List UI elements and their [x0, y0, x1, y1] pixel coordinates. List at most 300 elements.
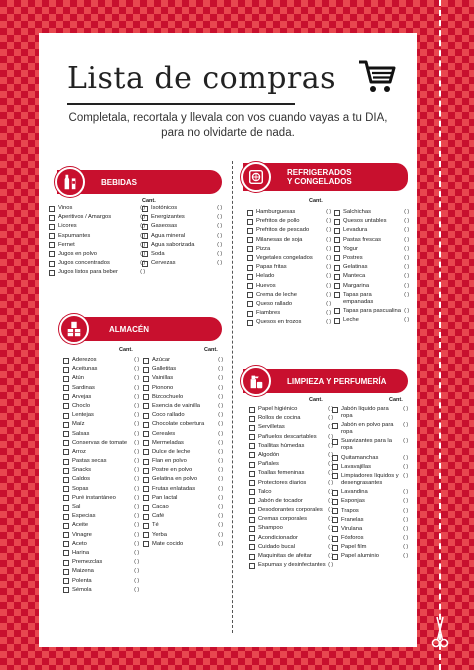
quantity-field[interactable]: ( ) [218, 375, 223, 382]
checkbox[interactable] [332, 526, 338, 532]
quantity-field[interactable]: ( ) [328, 415, 333, 422]
quantity-field[interactable]: ( ) [218, 485, 223, 492]
checkbox[interactable] [247, 274, 253, 280]
checkbox[interactable] [143, 523, 149, 529]
list-item [63, 495, 139, 502]
checkbox[interactable] [63, 550, 69, 556]
checkbox[interactable] [247, 320, 253, 326]
checkbox[interactable] [247, 283, 253, 289]
quantity-field[interactable]: ( ) [326, 300, 331, 307]
checkbox[interactable] [332, 473, 338, 479]
quantity-field[interactable]: ( ) [328, 543, 333, 550]
checkbox[interactable] [334, 283, 340, 289]
checkbox[interactable] [142, 224, 148, 230]
quantity-field[interactable]: ( ) [326, 227, 331, 234]
item-label: Mate cocido [152, 540, 184, 547]
item-label: Fernet [58, 241, 75, 248]
quantity-field[interactable]: ( ) [326, 209, 331, 215]
checkbox[interactable] [249, 434, 255, 440]
quantity-field[interactable]: ( ) [403, 454, 408, 461]
checkbox[interactable] [332, 508, 338, 514]
quantity-field[interactable]: ( ) [404, 317, 409, 324]
checkbox[interactable] [63, 532, 69, 538]
checkbox[interactable] [249, 526, 255, 532]
checkbox[interactable] [249, 517, 255, 523]
checkbox[interactable] [63, 477, 69, 483]
checkbox[interactable] [249, 554, 255, 560]
quantity-field[interactable]: ( ) [404, 227, 409, 234]
list-item [334, 246, 409, 253]
checkbox[interactable] [63, 440, 69, 446]
checkbox[interactable] [334, 246, 340, 252]
checkbox[interactable] [249, 544, 255, 550]
quantity-field[interactable]: ( ) [218, 540, 223, 547]
checkbox[interactable] [143, 468, 149, 474]
checkbox[interactable] [142, 233, 148, 239]
item-label: Bizcochuelo [152, 393, 184, 400]
item-label: Quesos untables [343, 218, 387, 225]
checkbox[interactable] [142, 242, 148, 248]
checkbox[interactable] [249, 563, 255, 569]
quantity-field[interactable]: ( ) [218, 357, 223, 363]
quantity-field[interactable]: ( ) [217, 214, 222, 221]
list-item [334, 264, 409, 271]
checkbox[interactable] [49, 251, 55, 257]
checkbox[interactable] [143, 394, 149, 400]
item-label: Fósforos [341, 535, 364, 542]
checkbox[interactable] [63, 422, 69, 428]
quantity-field[interactable]: ( ) [328, 470, 333, 477]
checkbox[interactable] [247, 237, 253, 243]
quantity-field[interactable]: ( ) [134, 485, 139, 492]
quantity-field[interactable]: ( ) [134, 448, 139, 455]
checkbox[interactable] [63, 541, 69, 547]
checkbox[interactable] [49, 261, 55, 267]
checkbox[interactable] [334, 210, 340, 216]
list-item [332, 473, 408, 487]
checkbox[interactable] [63, 514, 69, 520]
quantity-field[interactable]: ( ) [404, 291, 409, 298]
checkbox[interactable] [143, 486, 149, 492]
quantity-field[interactable]: ( ) [217, 250, 222, 257]
checkbox[interactable] [143, 440, 149, 446]
list-item [143, 467, 223, 474]
quantity-field[interactable]: ( ) [217, 232, 222, 239]
quantity-field[interactable]: ( ) [217, 205, 222, 211]
quantity-field[interactable]: ( ) [404, 273, 409, 280]
item-label: Cremas corporales [258, 516, 307, 523]
quantity-field[interactable]: ( ) [326, 254, 331, 261]
quantity-field[interactable]: ( ) [218, 384, 223, 391]
checkbox[interactable] [247, 292, 253, 298]
checkbox[interactable] [63, 431, 69, 437]
checkbox[interactable] [63, 394, 69, 400]
checkbox[interactable] [63, 413, 69, 419]
quantity-field[interactable]: ( ) [328, 516, 333, 523]
checkbox[interactable] [63, 358, 69, 364]
quantity-field[interactable]: ( ) [134, 476, 139, 483]
checkbox[interactable] [143, 541, 149, 547]
quantity-field[interactable]: ( ) [218, 402, 223, 409]
list-item [247, 218, 331, 225]
quantity-field[interactable]: ( ) [328, 562, 333, 569]
item-label: Queso rallado [256, 300, 293, 307]
quantity-field[interactable]: ( ) [403, 553, 408, 560]
quantity-field[interactable]: ( ) [218, 448, 223, 455]
quantity-field[interactable]: ( ) [134, 494, 139, 501]
quantity-field[interactable]: ( ) [218, 458, 223, 465]
cant-header: Cant. [309, 198, 323, 204]
quantity-field[interactable]: ( ) [404, 218, 409, 225]
list-item [143, 412, 223, 419]
quantity-field[interactable]: ( ) [326, 319, 331, 326]
checkbox[interactable] [332, 439, 338, 445]
quantity-field[interactable]: ( ) [328, 406, 333, 412]
checkbox[interactable] [143, 459, 149, 465]
list-item [63, 458, 139, 465]
checkbox[interactable] [249, 443, 255, 449]
item-label: Hamburguesas [256, 209, 296, 215]
list-item [63, 431, 139, 438]
list-item [143, 375, 223, 382]
quantity-field[interactable]: ( ) [403, 422, 408, 429]
checkbox[interactable] [63, 569, 69, 575]
checkbox[interactable] [334, 219, 340, 225]
item-label: Tapas para empanadas [343, 291, 374, 305]
quantity-field[interactable]: ( ) [134, 458, 139, 465]
refrigerados-column-1 [247, 209, 331, 328]
quantity-field[interactable]: ( ) [134, 421, 139, 428]
quantity-field[interactable]: ( ) [326, 310, 331, 317]
list-item [249, 535, 333, 542]
quantity-field[interactable]: ( ) [326, 236, 331, 243]
checkbox[interactable] [63, 367, 69, 373]
checkbox[interactable] [249, 489, 255, 495]
checkbox[interactable] [49, 206, 55, 212]
checkbox[interactable] [49, 242, 55, 248]
checkbox[interactable] [142, 215, 148, 221]
item-label: Frutas enlatadas [152, 485, 196, 492]
quantity-field[interactable]: ( ) [218, 439, 223, 446]
quantity-field[interactable]: ( ) [134, 577, 139, 584]
cans-icon [59, 314, 89, 344]
quantity-field[interactable]: ( ) [134, 412, 139, 419]
quantity-field[interactable]: ( ) [134, 402, 139, 409]
quantity-field[interactable]: ( ) [134, 504, 139, 510]
quantity-field[interactable]: ( ) [328, 507, 333, 514]
checkbox[interactable] [249, 498, 255, 504]
item-label: Jugos en polvo [58, 250, 97, 257]
quantity-field[interactable]: ( ) [217, 260, 222, 267]
quantity-field[interactable]: ( ) [403, 525, 408, 532]
checkbox[interactable] [49, 215, 55, 221]
checkbox[interactable] [334, 255, 340, 261]
quantity-field[interactable]: ( ) [140, 269, 145, 276]
checkbox[interactable] [63, 385, 69, 391]
checkbox[interactable] [143, 449, 149, 455]
quantity-field[interactable]: ( ) [218, 467, 223, 474]
checkbox[interactable] [143, 532, 149, 538]
checkbox[interactable] [249, 480, 255, 486]
quantity-field[interactable]: ( ) [217, 241, 222, 248]
quantity-field[interactable]: ( ) [328, 497, 333, 504]
quantity-field[interactable]: ( ) [403, 463, 408, 470]
checkbox[interactable] [143, 514, 149, 520]
checkbox[interactable] [63, 578, 69, 584]
quantity-field[interactable]: ( ) [218, 504, 223, 510]
item-label: Polenta [72, 577, 92, 584]
quantity-field[interactable]: ( ) [134, 384, 139, 391]
list-item [143, 522, 223, 529]
quantity-field[interactable]: ( ) [403, 544, 408, 551]
checkbox[interactable] [143, 505, 149, 511]
checkbox[interactable] [63, 523, 69, 529]
quantity-field[interactable]: ( ) [134, 430, 139, 437]
quantity-field[interactable]: ( ) [217, 223, 222, 230]
quantity-field[interactable]: ( ) [328, 451, 333, 458]
quantity-field[interactable]: ( ) [218, 421, 223, 428]
quantity-field[interactable]: ( ) [134, 549, 139, 556]
checkbox[interactable] [332, 407, 338, 413]
checkbox[interactable] [143, 431, 149, 437]
quantity-field[interactable]: ( ) [134, 467, 139, 474]
quantity-field[interactable]: ( ) [134, 439, 139, 446]
quantity-field[interactable]: ( ) [218, 531, 223, 538]
list-item [49, 214, 145, 221]
checkbox[interactable] [334, 237, 340, 243]
checkbox[interactable] [63, 505, 69, 511]
list-item [63, 578, 139, 585]
checkbox[interactable] [143, 477, 149, 483]
quantity-field[interactable]: ( ) [404, 254, 409, 261]
checkbox[interactable] [334, 292, 340, 298]
checkbox[interactable] [332, 536, 338, 542]
checkbox[interactable] [334, 265, 340, 271]
quantity-field[interactable]: ( ) [326, 273, 331, 280]
checkbox[interactable] [63, 468, 69, 474]
checkbox[interactable] [142, 261, 148, 267]
quantity-field[interactable]: ( ) [328, 433, 333, 440]
checkbox[interactable] [332, 423, 338, 429]
checkbox[interactable] [63, 560, 69, 566]
checkbox[interactable] [334, 228, 340, 234]
quantity-field[interactable]: ( ) [326, 218, 331, 225]
quantity-field[interactable]: ( ) [218, 393, 223, 400]
checkbox[interactable] [249, 407, 255, 413]
list-item [334, 255, 409, 262]
quantity-field[interactable]: ( ) [404, 307, 409, 314]
checkbox[interactable] [63, 486, 69, 492]
checkbox[interactable] [249, 425, 255, 431]
checkbox[interactable] [332, 545, 338, 551]
quantity-field[interactable]: ( ) [403, 498, 408, 505]
quantity-field[interactable]: ( ) [140, 250, 145, 257]
quantity-field[interactable]: ( ) [218, 513, 223, 520]
checkbox[interactable] [332, 490, 338, 496]
list-item [334, 209, 409, 216]
checkbox[interactable] [334, 308, 340, 314]
quantity-field[interactable]: ( ) [404, 245, 409, 252]
checkbox[interactable] [63, 495, 69, 501]
checkbox[interactable] [334, 274, 340, 280]
quantity-field[interactable]: ( ) [218, 522, 223, 529]
checkbox[interactable] [249, 452, 255, 458]
checkbox[interactable] [142, 206, 148, 212]
quantity-field[interactable]: ( ) [218, 412, 223, 419]
list-item [49, 242, 145, 249]
checkbox[interactable] [142, 251, 148, 257]
quantity-field[interactable]: ( ) [134, 375, 139, 382]
quantity-field[interactable]: ( ) [134, 522, 139, 529]
quantity-field[interactable]: ( ) [134, 540, 139, 547]
checkbox[interactable] [143, 367, 149, 373]
quantity-field[interactable]: ( ) [218, 494, 223, 501]
checkbox[interactable] [143, 376, 149, 382]
item-label: Milanesas de soja [256, 236, 303, 243]
quantity-field[interactable]: ( ) [326, 282, 331, 289]
checkbox[interactable] [332, 455, 338, 461]
list-item [63, 486, 139, 493]
quantity-field[interactable]: ( ) [403, 535, 408, 542]
checkbox[interactable] [332, 464, 338, 470]
checkbox[interactable] [63, 403, 69, 409]
section-banner-almacen: ALMACÉN [65, 317, 222, 341]
quantity-field[interactable]: ( ) [134, 513, 139, 520]
quantity-field[interactable]: ( ) [134, 559, 139, 566]
quantity-field[interactable]: ( ) [404, 236, 409, 243]
quantity-field[interactable]: ( ) [328, 525, 333, 532]
quantity-field[interactable]: ( ) [140, 223, 145, 230]
checkbox[interactable] [332, 499, 338, 505]
checkbox[interactable] [143, 403, 149, 409]
checkbox[interactable] [247, 228, 253, 234]
checkbox[interactable] [332, 517, 338, 523]
checkbox[interactable] [249, 471, 255, 477]
quantity-field[interactable]: ( ) [404, 209, 409, 215]
section-banner-limpieza: LIMPIEZA Y PERFUMERÍA [243, 369, 408, 393]
quantity-field[interactable]: ( ) [218, 430, 223, 437]
list-item [142, 242, 222, 249]
checkbox[interactable] [247, 210, 253, 216]
list-item [334, 218, 409, 225]
checkbox[interactable] [63, 459, 69, 465]
list-item [332, 455, 408, 462]
list-item [143, 458, 223, 465]
checkbox[interactable] [249, 462, 255, 468]
quantity-field[interactable]: ( ) [328, 442, 333, 449]
checkbox[interactable] [247, 219, 253, 225]
quantity-field[interactable]: ( ) [134, 393, 139, 400]
list-item [143, 421, 223, 428]
quantity-field[interactable]: ( ) [403, 507, 408, 514]
quantity-field[interactable]: ( ) [134, 586, 139, 593]
checkbox[interactable] [143, 495, 149, 501]
quantity-field[interactable]: ( ) [403, 489, 408, 496]
refrigerados-column-2 [334, 209, 409, 326]
quantity-field[interactable]: ( ) [403, 438, 408, 445]
quantity-field[interactable]: ( ) [326, 291, 331, 298]
quantity-field[interactable]: ( ) [134, 568, 139, 575]
list-item [247, 283, 331, 290]
checkbox[interactable] [249, 508, 255, 514]
quantity-field[interactable]: ( ) [140, 241, 145, 248]
checkbox[interactable] [143, 358, 149, 364]
item-label: Flan en polvo [152, 458, 187, 465]
section-banner-bebidas: BEBIDAS [57, 170, 222, 194]
checkbox[interactable] [63, 587, 69, 593]
quantity-field[interactable]: ( ) [328, 461, 333, 468]
quantity-field[interactable]: ( ) [140, 214, 145, 221]
item-label: Vegetales congelados [256, 254, 313, 261]
checkbox[interactable] [332, 554, 338, 560]
checkbox[interactable] [247, 301, 253, 307]
quantity-field[interactable]: ( ) [326, 264, 331, 271]
checkbox[interactable] [49, 233, 55, 239]
item-label: Aceitunas [72, 366, 98, 373]
list-item [143, 504, 223, 511]
checkbox[interactable] [247, 265, 253, 271]
quantity-field[interactable]: ( ) [328, 424, 333, 431]
item-label: Caldos [72, 476, 91, 483]
quantity-field[interactable]: ( ) [328, 534, 333, 541]
item-label: Cuidado bucal [258, 543, 296, 550]
checkbox[interactable] [247, 255, 253, 261]
quantity-field[interactable]: ( ) [403, 406, 408, 412]
item-label: Tapas para pascualina [343, 307, 402, 314]
checkbox[interactable] [143, 422, 149, 428]
list-item [249, 424, 333, 431]
quantity-field[interactable]: ( ) [218, 476, 223, 483]
checkbox[interactable] [63, 376, 69, 382]
quantity-field[interactable]: ( ) [140, 232, 145, 239]
quantity-field[interactable]: ( ) [328, 488, 333, 495]
quantity-field[interactable]: ( ) [326, 245, 331, 252]
checkbox[interactable] [143, 413, 149, 419]
quantity-field[interactable]: ( ) [218, 366, 223, 373]
checkbox[interactable] [249, 416, 255, 422]
item-label: Espumantes [58, 232, 91, 239]
item-label: Premezclas [72, 559, 103, 566]
list-item [334, 317, 409, 324]
item-label: Franelas [341, 516, 364, 523]
quantity-field[interactable]: ( ) [140, 260, 145, 267]
item-label: Manteca [343, 273, 366, 280]
quantity-field[interactable]: ( ) [134, 531, 139, 538]
quantity-field[interactable]: ( ) [404, 282, 409, 289]
checkbox[interactable] [334, 318, 340, 324]
list-item [143, 541, 223, 548]
checkbox[interactable] [63, 449, 69, 455]
quantity-field[interactable]: ( ) [134, 357, 139, 363]
checkbox[interactable] [249, 535, 255, 541]
quantity-field[interactable]: ( ) [328, 553, 333, 559]
item-label: Postres [343, 254, 363, 261]
item-label: Cervezas [151, 260, 176, 267]
quantity-field[interactable]: ( ) [134, 366, 139, 373]
quantity-field[interactable]: ( ) [328, 479, 333, 486]
quantity-field[interactable]: ( ) [404, 264, 409, 271]
checkbox[interactable] [49, 270, 55, 276]
quantity-field[interactable]: ( ) [403, 472, 408, 479]
quantity-field[interactable]: ( ) [403, 516, 408, 523]
quantity-field[interactable]: ( ) [140, 205, 145, 211]
checkbox[interactable] [143, 385, 149, 391]
cant-header: Cant. [142, 198, 156, 204]
item-label: Jabón en polvo para ropa [341, 422, 394, 436]
checkbox[interactable] [49, 224, 55, 230]
checkbox[interactable] [247, 246, 253, 252]
checkbox[interactable] [247, 311, 253, 317]
